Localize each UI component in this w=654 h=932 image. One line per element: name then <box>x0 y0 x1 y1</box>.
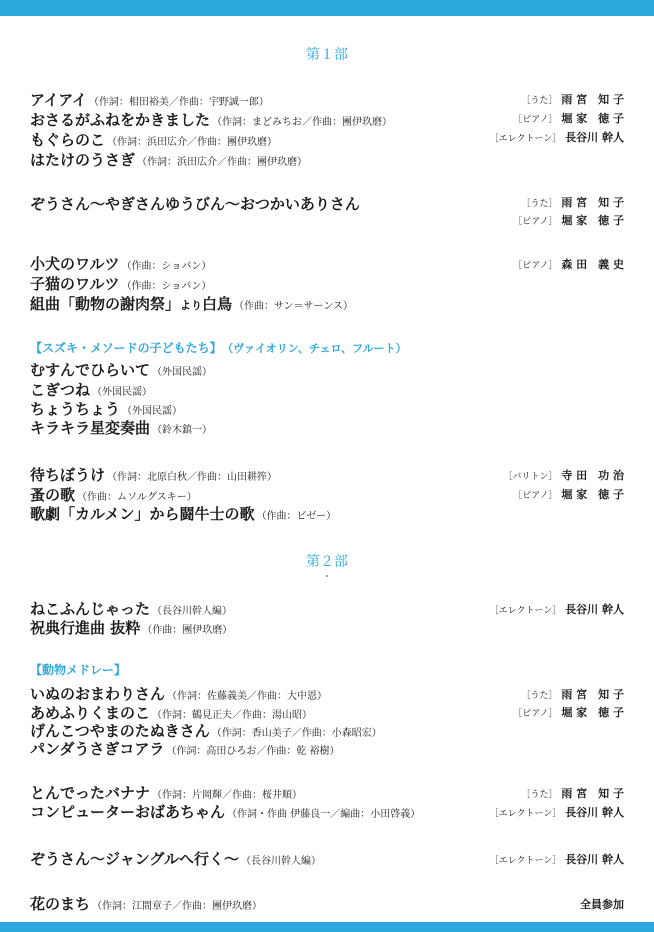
performer-role: ［ピアノ］ <box>513 709 558 719</box>
performer-name: 雨 宮 知 子 <box>561 93 624 106</box>
item-title: げんこつやまのたぬきさん <box>30 722 210 740</box>
item-title: ぞうさん～ジャングルへ行く～ <box>30 850 239 868</box>
performer <box>521 686 624 702</box>
program-item <box>30 598 232 619</box>
program-item <box>30 484 197 505</box>
item-title: 小犬のワルツ <box>30 255 120 273</box>
animal-medley-heading <box>30 661 126 678</box>
performer-name: 長谷川 幹人 <box>565 131 624 144</box>
performer-role: ［ピアノ］ <box>513 217 558 227</box>
bottom-accent-bar <box>0 922 654 932</box>
item-title: 蚤の歌 <box>30 486 76 504</box>
performer <box>521 194 624 210</box>
item-title: 組曲「動物の謝肉祭」 <box>30 295 181 313</box>
performer-name: 堀 家 徳 子 <box>561 112 624 125</box>
performer <box>490 601 624 617</box>
program-item <box>30 293 353 314</box>
item-credit: （作曲：サン＝サーンス） <box>234 301 354 312</box>
item-credit: （作曲：團伊玖磨） <box>142 625 233 636</box>
item-credit: （外国民謡） <box>152 367 213 378</box>
program-item <box>30 683 327 704</box>
performer-role: ［うた］ <box>521 96 558 106</box>
item-title: 歌劇「カルメン」から闘牛士の歌 <box>30 505 255 523</box>
performer-role: ［エレクトーン］ <box>489 809 562 819</box>
item-credit: （作詞：相田裕美／作曲：宇野誠一郎） <box>88 97 269 108</box>
performer-role: ［ピアノ］ <box>513 115 558 125</box>
item-credit: （作詞：浜田広介／作曲：團伊玖磨） <box>137 157 308 168</box>
item-subtitle: 白鳥 <box>202 295 233 313</box>
program-item <box>30 738 340 759</box>
performer-name: 長谷川 幹人 <box>565 603 624 616</box>
program-item <box>30 109 392 130</box>
performer <box>513 256 624 272</box>
performer <box>490 129 624 145</box>
item-title: コンピューターおばあちゃん <box>30 803 226 821</box>
item-credit: （外国民謡） <box>122 406 183 417</box>
item-credit: （作詞：香山美子／作曲：小森昭宏） <box>211 728 382 739</box>
performer-role: ［エレクトーン］ <box>489 606 562 616</box>
item-title: 子猫のワルツ <box>30 275 120 293</box>
item-credit: （作曲：ショパン） <box>121 261 212 272</box>
item-credit: （外国民謡） <box>92 387 153 398</box>
performer <box>490 804 624 820</box>
performer-role: ［うた］ <box>521 691 558 701</box>
performer-name: 長谷川 幹人 <box>565 806 624 819</box>
top-accent-bar <box>0 0 654 16</box>
item-title: ねこふんじゃった <box>30 600 151 618</box>
performer-name: 雨 宮 知 子 <box>561 787 624 800</box>
item-credit: （作詞：まどみちお／作曲：團伊玖磨） <box>212 117 393 128</box>
performer-role: ［ピアノ］ <box>513 491 558 501</box>
performer-role: ［エレクトーン］ <box>489 856 562 866</box>
program-item <box>30 617 232 638</box>
item-credit: （作曲：ムソルグスキー） <box>77 492 197 503</box>
performer-name: 全員参加 <box>580 898 624 911</box>
group-title: 【スズキ・メソードの子どもたち】 <box>30 341 222 355</box>
performer <box>513 110 624 126</box>
item-credit: （作詞：北原白秋／作曲：山田耕筰） <box>107 472 278 483</box>
performer-role: ［エレクトーン］ <box>489 134 562 144</box>
item-title: あめふりくまのこ <box>30 704 151 722</box>
item-title: はたけのうさぎ <box>30 151 136 169</box>
performer-name: 長谷川 幹人 <box>565 853 624 866</box>
item-credit: （長谷川幹人編） <box>152 606 233 617</box>
item-credit: （作詞：佐藤義美／作曲：大中恩） <box>167 691 328 702</box>
program-item <box>30 464 277 485</box>
item-title: いぬのおまわりさん <box>30 685 166 703</box>
program-item <box>30 379 152 400</box>
performer-role: ［ピアノ］ <box>513 261 558 271</box>
item-credit: （作詞・作曲 伊藤良一／編曲：小田啓義） <box>227 809 421 820</box>
performer-role: ［うた］ <box>521 790 558 800</box>
performer-name: 寺 田 功 治 <box>561 469 624 482</box>
suzuki-group-heading <box>30 339 407 356</box>
program-item <box>30 273 211 294</box>
performer <box>503 467 624 483</box>
item-credit: （作詞：江間章子／作曲：團伊玖磨） <box>92 901 263 912</box>
item-credit: （作詞：浜田広介／作曲：團伊玖磨） <box>107 137 278 148</box>
item-credit: （長谷川幹人編） <box>240 856 321 867</box>
program-item <box>30 503 336 524</box>
item-connector: より <box>180 299 203 312</box>
performer-name: 雨 宮 知 子 <box>561 688 624 701</box>
performer-role: ［バリトン］ <box>503 472 558 482</box>
decorative-dot <box>326 575 328 577</box>
performer-name: 堀 家 徳 子 <box>561 488 624 501</box>
item-title: パンダうさぎコアラ <box>30 740 165 758</box>
performer-name: 堀 家 徳 子 <box>561 214 624 227</box>
item-credit: （作詞：片岡輝／作曲：桜井順） <box>152 790 303 801</box>
program-item <box>30 398 182 419</box>
group-instruments: （ヴァイオリン、チェロ、フルート） <box>227 342 407 355</box>
part-2-heading: 第２部 <box>306 554 348 570</box>
part-1-heading: 第１部 <box>306 47 348 63</box>
performer <box>490 851 624 867</box>
program-item <box>30 801 420 822</box>
performer <box>513 212 624 228</box>
performer <box>513 704 624 720</box>
item-title: ちょうちょう <box>30 400 121 418</box>
item-credit: （作曲：ショパン） <box>121 281 212 292</box>
performer-name: 森 田 義 史 <box>561 258 624 271</box>
item-title: おさるがふねをかきました <box>30 111 211 129</box>
program-item <box>30 253 211 274</box>
performer-name: 雨 宮 知 子 <box>561 196 624 209</box>
program-item <box>30 782 302 803</box>
item-title: 花のまち <box>30 895 91 913</box>
item-title: こぎつね <box>30 381 91 399</box>
performer <box>521 91 624 107</box>
item-title: 待ちぼうけ <box>30 466 106 484</box>
item-credit: （作詞：鶴見正夫／作曲：湯山昭） <box>152 710 313 721</box>
program-item <box>30 893 262 914</box>
item-title: アイアイ <box>30 91 87 109</box>
program-item <box>30 848 321 869</box>
program-item <box>30 129 277 150</box>
item-title: キラキラ星変奏曲 <box>30 419 151 437</box>
item-credit: （作詞：高田ひろお／作曲：乾 裕樹） <box>166 746 340 757</box>
item-title: ぞうさん～やぎさんゆうびん～おつかいありさん <box>30 195 360 213</box>
item-title: 祝典行進曲 抜粋 <box>30 619 141 637</box>
program-item <box>30 359 212 380</box>
performer <box>521 785 624 801</box>
program-item <box>30 417 212 438</box>
program-item <box>30 193 360 214</box>
item-credit: （鈴木鎮一） <box>152 425 213 436</box>
group-title: 【動物メドレー】 <box>30 663 127 677</box>
program-item <box>30 149 307 170</box>
item-title: とんでったバナナ <box>30 784 151 802</box>
performer <box>513 486 624 502</box>
item-title: もぐらのこ <box>30 131 106 149</box>
item-credit: （作曲：ビゼー） <box>256 511 337 522</box>
performer-name: 堀 家 徳 子 <box>561 706 624 719</box>
program-item <box>30 89 269 110</box>
performer <box>580 896 624 912</box>
performer-role: ［うた］ <box>521 199 558 209</box>
item-title: むすんでひらいて <box>30 361 151 379</box>
